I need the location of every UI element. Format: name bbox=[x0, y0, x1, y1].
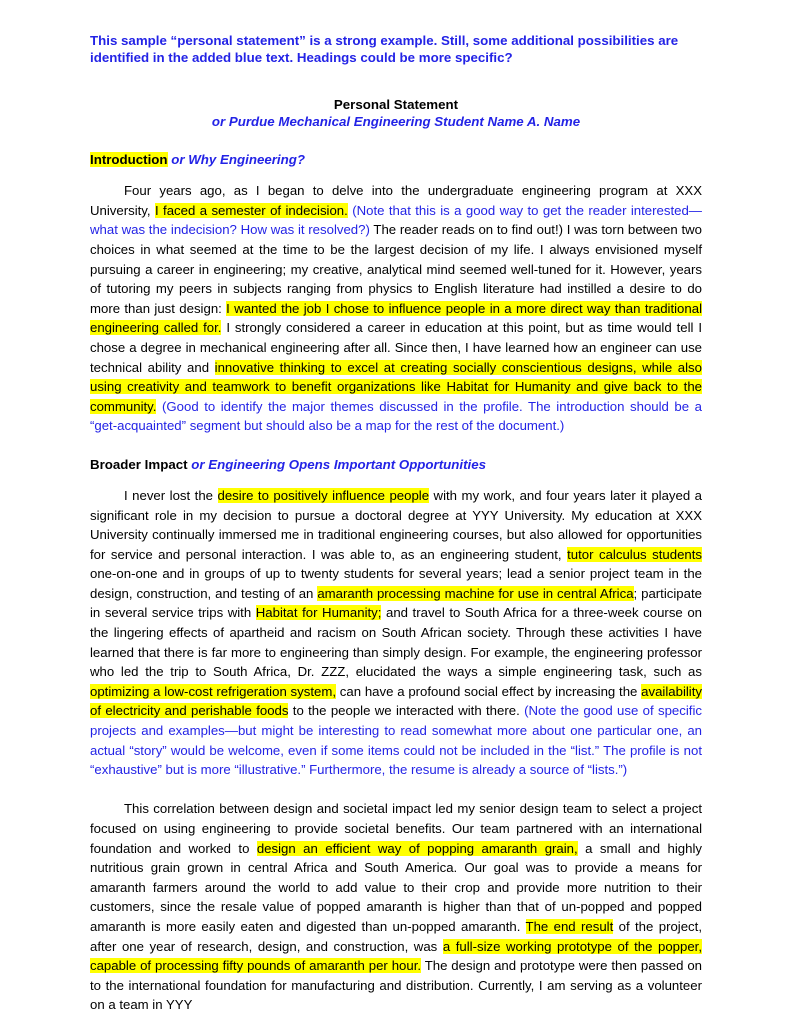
highlighted-text: optimizing a low-cost refrigeration system, bbox=[90, 683, 336, 699]
plain-text: and travel to South Africa for a three-week course on the lingering effects of apartheid and racism on South African society. Through these activities I have learned that there is far more to engineering than simply design. For example, the engineering professor who led the trip to South Africa, Dr. ZZZ, elucidated the ways a simple engineering task, such as bbox=[90, 605, 702, 680]
document-content bbox=[90, 33, 702, 1015]
annotation-text: (Good to identify the major themes discussed in the profile. The introduction should be a “get-acquainted” segment but should also be a map for the rest of the document.) bbox=[90, 398, 702, 434]
section-heading bbox=[90, 456, 702, 473]
highlighted-text: Habitat for Humanity; bbox=[255, 605, 382, 621]
section-heading bbox=[90, 151, 702, 168]
highlighted-text: I faced a semester of indecision. bbox=[154, 202, 348, 218]
annotation-text: (Note that this is a good way to get the reader interested—what was the indecision? How was it resolved?) bbox=[90, 202, 702, 238]
plain-text: This correlation between design and societal impact led my senior design team to select a project focused on using engineering to provide societal benefits. Our team partnered with an international foundation and worked to bbox=[90, 801, 702, 856]
highlighted-text: desire to positively influence people bbox=[217, 487, 430, 503]
plain-text: The reader reads on to find out!) I was torn between two choices in what seemed at the time to be the largest decision of my life. I always envisioned myself pursuing a career in engineering; my creative, analytical mind seemed well-tuned for it. However, years of tutoring my peers in subjects ranging from physics to English literature had instilled a desire to do more than just design: bbox=[90, 222, 702, 316]
highlighted-text: amaranth processing machine for use in central Africa bbox=[317, 585, 634, 601]
body-paragraph bbox=[90, 486, 702, 780]
section-heading-alt: or Engineering Opens Important Opportunities bbox=[191, 456, 487, 472]
page-title: Personal Statement bbox=[333, 97, 459, 113]
editorial-top-note: This sample “personal statement” is a strong example. Still, some additional possibilities are identified in the added blue text. Headings could be more specific? bbox=[90, 33, 679, 65]
body-paragraph bbox=[90, 181, 702, 436]
plain-text: a small and highly nutritious grain grown in central Africa and South America. Our goal was to provide a means for amaranth farmers around the world to add value to their crop and provide more nutrition to their customers, since the resale value of popped amaranth is higher than that of un-popped and popped amaranth is more easily eaten and digested than un-popped amaranth. bbox=[90, 840, 702, 934]
plain-text: ; participate in several service trips with bbox=[90, 585, 702, 621]
highlighted-text: a full-size working prototype of the popper, capable of processing fifty pounds of amaranth per hour. bbox=[90, 938, 702, 974]
highlighted-text: tutor calculus students bbox=[567, 546, 703, 562]
section-heading-main: Introduction bbox=[90, 152, 168, 168]
title-block bbox=[90, 96, 702, 131]
plain-text: one-on-one and in groups of up to twenty students for several years; lead a senior project team in the design, construction, and testing of an bbox=[90, 566, 702, 601]
plain-text: to the people we interacted with there. bbox=[288, 703, 525, 719]
body-paragraph bbox=[90, 799, 702, 1015]
sections-container bbox=[90, 151, 702, 1015]
plain-text: The design and prototype were then passed on to the international foundation for manufacturing and distribution. Currently, I am serving as a volunteer on a team in YYY bbox=[90, 958, 702, 1013]
section-heading-main: Broader Impact bbox=[90, 456, 188, 472]
plain-text: I never lost the bbox=[124, 487, 218, 503]
highlighted-text: innovative thinking to excel at creating socially conscientious designs, while also using creativity and teamwork to benefit organizations like Habitat for Humanity and give back to the community. bbox=[90, 359, 702, 414]
highlighted-text: availability of electricity and perishable foods bbox=[90, 683, 702, 719]
plain-text: can have a profound social effect by increasing the bbox=[336, 683, 642, 699]
highlighted-text: design an efficient way of popping amaranth grain, bbox=[256, 840, 578, 856]
section-heading-alt: or Why Engineering? bbox=[171, 152, 305, 168]
highlighted-text: I wanted the job I chose to influence people in a more direct way than traditional engineering called for. bbox=[90, 300, 702, 336]
plain-text: of the project, after one year of research, design, and construction, was bbox=[90, 918, 702, 954]
plain-text: I strongly considered a career in education at this point, but as time would tell I chose a degree in mechanical engineering after all. Since then, I have learned how an engineer can use technical ability and bbox=[90, 320, 702, 375]
plain-text: Four years ago, as I began to delve into the undergraduate engineering program at XXX University, bbox=[90, 183, 702, 218]
plain-text: with my work, and four years later it played a significant role in my decision to pursue a doctoral degree at YYY University. My education at XXX University continually immersed me in traditional engineering courses, but also allowed for opportunities for service and personal interaction. I was able to, as an engineering student, bbox=[90, 487, 703, 562]
highlighted-text: The end result bbox=[525, 918, 614, 934]
page-subtitle: or Purdue Mechanical Engineering Student Name A. Name bbox=[211, 114, 581, 130]
annotation-text: (Note the good use of specific projects and examples—but might be interesting to read somewhat more about one particular one, an actual “story” would be welcome, even if some items could not be included in the “list.” The profile is not “exhaustive” but is more “illustrative.” Furthermore, the resume is already a source of “lists.”) bbox=[90, 703, 702, 778]
